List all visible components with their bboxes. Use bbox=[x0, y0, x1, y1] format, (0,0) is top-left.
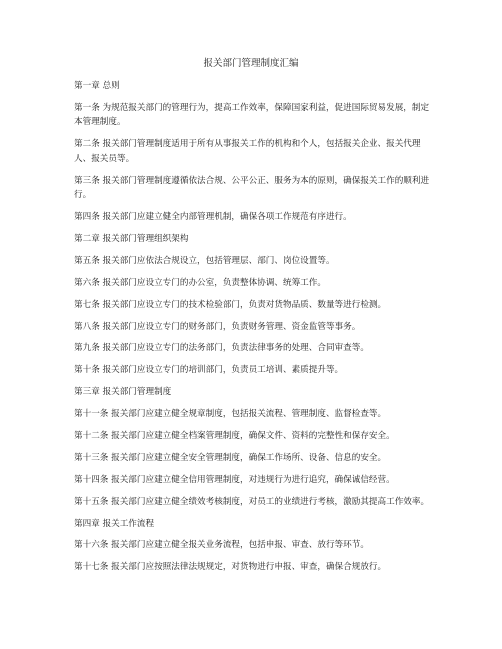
article-paragraph: 第十条 报关部门应设立专门的培训部门，负责员工培训、素质提升等。 bbox=[74, 365, 344, 376]
chapter-heading: 第二章 报关部门管理组织架构 bbox=[74, 233, 189, 244]
article-paragraph: 第七条 报关部门应设立专门的技术检验部门，负责对货物品质、数量等进行检测。 bbox=[74, 299, 387, 310]
chapter-heading: 第四章 报关工作流程 bbox=[74, 518, 155, 529]
article-paragraph: 第四条 报关部门应建立健全内部管理机制，确保各项工作规范有序进行。 bbox=[74, 212, 352, 223]
article-paragraph: 第十六条 报关部门应建立健全报关业务流程，包括申报、审查、放行等环节。 bbox=[74, 540, 369, 551]
article-paragraph: 第六条 报关部门应设立专门的办公室，负责整体协调、统筹工作。 bbox=[74, 277, 326, 288]
article-paragraph: 第二条 报关部门管理制度适用于所有从事报关工作的机构和个人，包括报关企业、报关代理人、报关员等。 bbox=[74, 139, 421, 164]
article-paragraph: 第一条 为规范报关部门的管理行为，提高工作效率，保障国家利益，促进国际贸易发展，制定本管理制度。 bbox=[74, 102, 430, 128]
article-paragraph: 第十三条 报关部门应建立健全安全管理制度，确保工作场所、设备、信息的安全。 bbox=[74, 452, 387, 463]
article-paragraph: 第十五条 报关部门应建立健全绩效考核制度，对员工的业绩进行考核，激励其提高工作效率。 bbox=[74, 496, 430, 507]
article-paragraph: 第十四条 报关部门应建立健全信用管理制度，对违规行为进行追究，确保诚信经营。 bbox=[74, 474, 395, 485]
chapter-heading: 第一章 总则 bbox=[74, 81, 120, 91]
article-paragraph: 第十七条 报关部门应按照法律法规规定，对货物进行申报、审查，确保合规放行。 bbox=[74, 562, 387, 573]
article-paragraph: 第九条 报关部门应设立专门的法务部门，负责法律事务的处理、合同审查等。 bbox=[74, 343, 369, 354]
article-paragraph: 第八条 报关部门应设立专门的财务部门，负责财务管理、资金监管等事务。 bbox=[74, 321, 361, 332]
document-title: 报关部门管理制度汇编 bbox=[203, 58, 299, 69]
chapter-heading: 第三章 报关部门管理制度 bbox=[74, 387, 172, 398]
article-paragraph: 第五条 报关部门应依法合规设立，包括管理层、部门、岗位设置等。 bbox=[74, 255, 335, 266]
document-body bbox=[74, 79, 436, 582]
article-paragraph: 第十二条 报关部门应建立健全档案管理制度，确保文件、资料的完整性和保存安全。 bbox=[74, 430, 395, 441]
article-paragraph: 第十一条 报关部门应建立健全规章制度，包括报关流程、管理制度、监督检查等。 bbox=[74, 409, 387, 420]
article-paragraph: 第三条 报关部门管理制度遵循依法合规、公平公正、服务为本的原则，确保报关工作的顺利进行。 bbox=[74, 175, 430, 201]
